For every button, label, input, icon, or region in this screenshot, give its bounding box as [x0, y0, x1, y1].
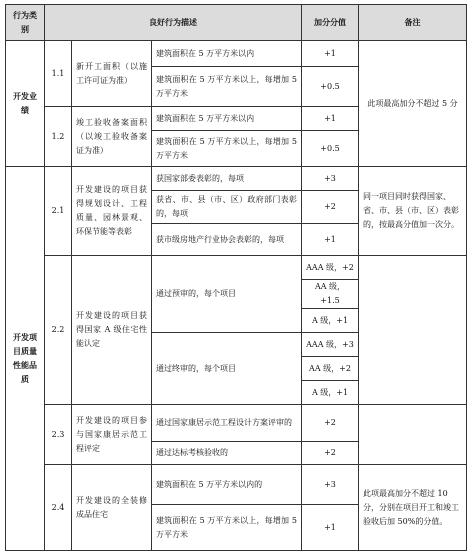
score-cell: +2: [302, 442, 359, 465]
condition-cell: 建筑面积在 5 万平方米以内的: [152, 465, 302, 505]
header-note: 备注: [359, 5, 467, 41]
score-cell: +3: [302, 167, 359, 191]
condition-cell: 通过终审的，每个项目: [152, 333, 302, 405]
score-cell: +1: [302, 41, 359, 67]
score-cell: +2: [302, 191, 359, 224]
category-cell: 开发项目质量性能品质: [6, 167, 45, 551]
note-cell: 此项最高加分不超过 5 分: [359, 41, 467, 167]
condition-cell: 建筑面积在 5 万平方米以上，每增加 5 万平方米: [152, 131, 302, 167]
item-number: 1.1: [45, 41, 72, 107]
table-row: [6, 405, 467, 442]
table-wrapper: [5, 4, 467, 551]
condition-cell: 获省、市、县（市、区）政府部门表彰的，每项: [152, 191, 302, 224]
score-cell: AAA 级，+2: [302, 256, 359, 280]
score-cell: +3: [302, 465, 359, 505]
score-cell: +1: [302, 224, 359, 256]
score-cell: AA 级，+2: [302, 357, 359, 381]
score-cell: +0.5: [302, 67, 359, 107]
score-cell: +1: [302, 107, 359, 131]
note-cell-empty: [359, 256, 467, 405]
score-cell: +0.5: [302, 131, 359, 167]
item-description: 开发建设的项目参与国家康居示范工程评定: [72, 405, 152, 465]
condition-cell: 通过预审的，每个项目: [152, 256, 302, 333]
item-description: 新开工面积（以施工许可证为准）: [72, 41, 152, 107]
header-category: 行为类别: [6, 5, 45, 41]
item-description: 竣工验收备案面积（以竣工验收备案证为准）: [72, 107, 152, 167]
category-cell: 开发业绩: [6, 41, 45, 167]
item-number: 2.4: [45, 465, 72, 551]
score-cell: +2: [302, 405, 359, 442]
scoring-table: [5, 4, 467, 551]
condition-cell: 获国家部委表彰的，每项: [152, 167, 302, 191]
condition-cell: 通过达标考核验收的: [152, 442, 302, 465]
condition-cell: 建筑面积在 5 万平方米以内: [152, 107, 302, 131]
condition-cell: 通过国家康居示范工程设计方案评审的: [152, 405, 302, 442]
table-row: [6, 256, 467, 280]
item-number: 1.2: [45, 107, 72, 167]
item-number: 2.3: [45, 405, 72, 465]
condition-cell: 建筑面积在 5 万平方米以上，每增加 5 万平方米: [152, 505, 302, 551]
score-cell: AA 级，+1.5: [302, 280, 359, 309]
condition-cell: 建筑面积在 5 万平方米以内: [152, 41, 302, 67]
score-cell: A 级，+1: [302, 309, 359, 333]
header-row: [6, 5, 467, 41]
header-score: 加分分值: [302, 5, 359, 41]
score-cell: A 级，+1: [302, 381, 359, 405]
score-cell: +1: [302, 505, 359, 551]
item-description: 开发建设的项目获得规划设计、工程质量、园林景观、环保节能等表彰: [72, 167, 152, 256]
score-cell: AAA 级，+3: [302, 333, 359, 357]
item-description: 开发建设的项目获得国家 A 级住宅性能认定: [72, 256, 152, 405]
table-row: [6, 167, 467, 191]
item-description: 开发建设的全装修成品住宅: [72, 465, 152, 551]
note-cell-empty: [359, 405, 467, 465]
table-row: [6, 41, 467, 67]
note-cell: 此项最高加分不超过 10 分，分别在项目开工和竣工验收后加 50%的分值。: [359, 465, 467, 551]
table-row: [6, 465, 467, 505]
item-number: 2.1: [45, 167, 72, 256]
condition-cell: 建筑面积在 5 万平方米以上，每增加 5 万平方米: [152, 67, 302, 107]
item-number: 2.2: [45, 256, 72, 405]
condition-cell: 获市级房地产行业协会表彰的，每项: [152, 224, 302, 256]
header-description: 良好行为描述: [45, 5, 302, 41]
note-cell: 同一项目同时获得国家、省、市、县（市、区）表彰的，按最高分值加一次分。: [359, 167, 467, 256]
